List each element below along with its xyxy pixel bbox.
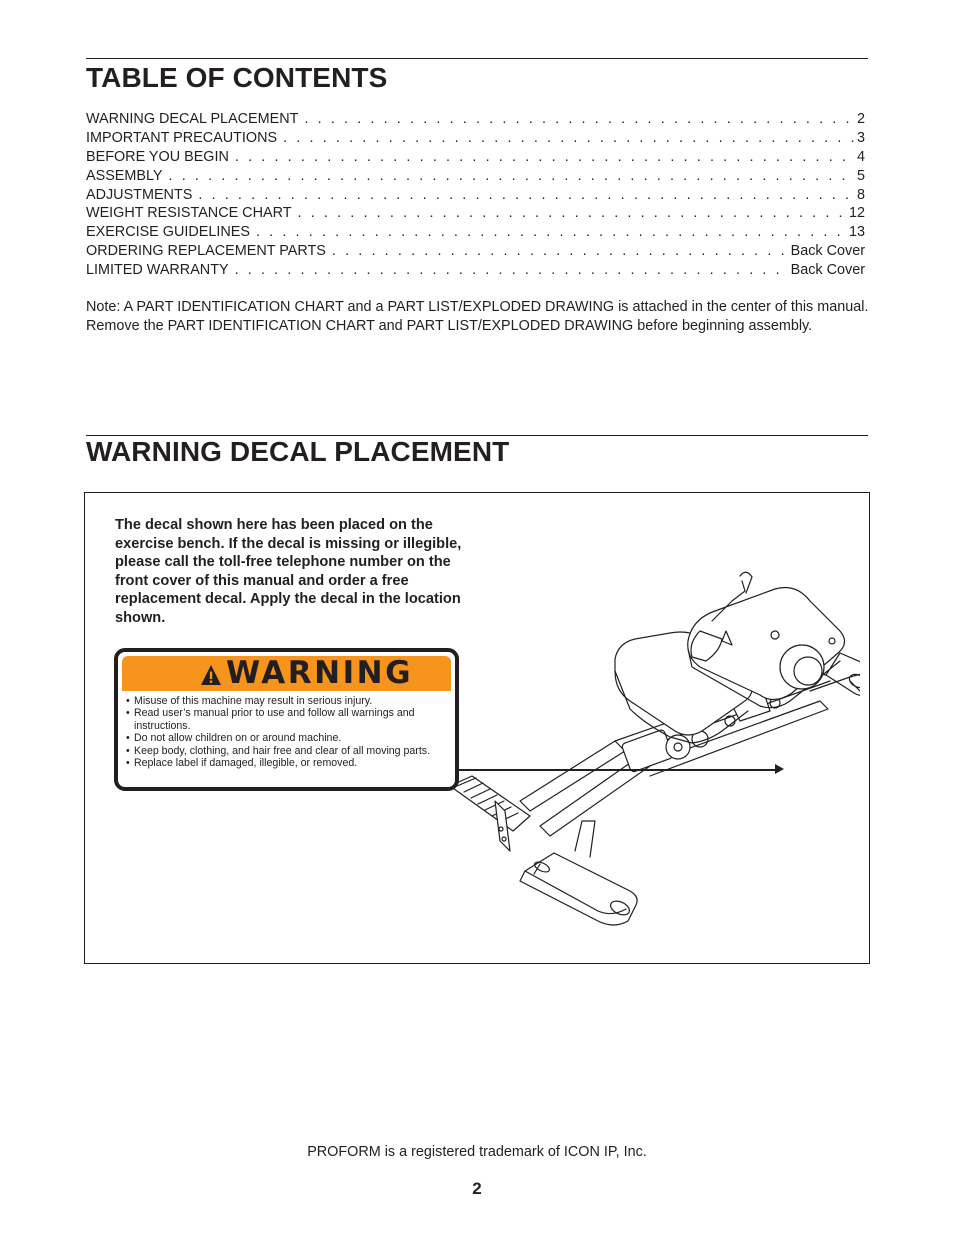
- toc-list: [86, 111, 865, 281]
- toc-entry-title: ASSEMBLY: [86, 167, 163, 184]
- toc-leader-dots: [235, 262, 788, 278]
- toc-entry-page: 3: [856, 129, 865, 146]
- page-number: 2: [472, 1179, 482, 1198]
- toc-entry-page: Back Cover: [790, 262, 865, 279]
- toc-leader-dots: [169, 168, 854, 184]
- warning-bullet: • Misuse of this machine may result in serious injury.: [126, 695, 449, 707]
- warning-decal-title: WARNING: [226, 655, 414, 691]
- toc-entry-title: WARNING DECAL PLACEMENT: [86, 111, 299, 127]
- toc-entry[interactable]: [86, 130, 865, 149]
- toc-entry-page: 8: [856, 186, 865, 203]
- toc-entry-title: BEFORE YOU BEGIN: [86, 148, 229, 165]
- exercise-bench-illustration: [430, 571, 860, 943]
- toc-entry-title: IMPORTANT PRECAUTIONS: [86, 129, 278, 146]
- toc-leader-dots: [332, 243, 788, 259]
- toc-leader-dots: [235, 149, 854, 165]
- warning-bullet: • Keep body, clothing, and hair free and clear of all moving parts.: [126, 745, 449, 757]
- toc-entry-title: LIMITED WARRANTY: [86, 262, 229, 279]
- toc-entry[interactable]: [86, 205, 865, 224]
- toc-entry[interactable]: [86, 262, 865, 281]
- warning-decal: [114, 648, 459, 791]
- warning-triangle-icon: [200, 664, 222, 686]
- toc-leader-dots: [298, 205, 846, 221]
- toc-leader-dots: [283, 130, 854, 146]
- toc-leader-dots: [256, 224, 846, 240]
- toc-entry[interactable]: [86, 187, 865, 206]
- toc-entry-page: 13: [848, 224, 865, 241]
- toc-heading: TABLE OF CONTENTS: [86, 62, 388, 93]
- warning-section-heading: WARNING DECAL PLACEMENT: [86, 436, 510, 467]
- toc-entry-title: EXERCISE GUIDELINES: [86, 224, 250, 241]
- toc-entry[interactable]: [86, 168, 865, 187]
- toc-entry-title: WEIGHT RESISTANCE CHART: [86, 205, 292, 222]
- decal-location-pointer-line: [459, 769, 779, 771]
- warning-bullet: • Do not allow children on or around machine.: [126, 732, 449, 744]
- toc-entry[interactable]: [86, 224, 865, 243]
- toc-entry[interactable]: [86, 149, 865, 168]
- warning-bullet: • Read user’s manual prior to use and follow all warnings and instructions.: [126, 707, 449, 732]
- toc-entry-page: 4: [856, 148, 865, 165]
- toc-entry-page: Back Cover: [790, 243, 865, 260]
- warning-decal-bullets: [126, 695, 449, 769]
- toc-entry-page: 12: [848, 205, 865, 222]
- toc-entry-title: ADJUSTMENTS: [86, 186, 193, 203]
- toc-entry-page: 5: [856, 167, 865, 184]
- warning-decal-header: [122, 656, 451, 691]
- toc-leader-dots: [304, 111, 854, 127]
- toc-entry[interactable]: [86, 243, 865, 262]
- toc-entry-page: 2: [856, 111, 865, 127]
- toc-top-rule: [86, 58, 868, 59]
- toc-entry-title: ORDERING REPLACEMENT PARTS: [86, 243, 326, 260]
- toc-entry[interactable]: [86, 111, 865, 130]
- trademark-notice: PROFORM is a registered trademark of ICON IP, Inc.: [307, 1144, 647, 1160]
- decal-figure-box: [84, 492, 870, 964]
- decal-location-arrowhead: [775, 764, 784, 774]
- warning-bullet: • Replace label if damaged, illegible, or removed.: [126, 757, 449, 769]
- toc-leader-dots: [198, 187, 854, 203]
- decal-instructions: The decal shown here has been placed on the exercise bench. If the decal is missing or illegible, please call the toll-free telephone number on the front cover of this manual and order a free replacement decal. Apply the decal in the location shown.: [115, 517, 462, 626]
- toc-note: Note: A PART IDENTIFICATION CHART and a PART LIST/EXPLODED DRAWING is attached in the center of this manual. Remove the PART IDENTIFICATION CHART and PART LIST/EXPLODED DRAWING before beginning assembly.: [86, 299, 869, 334]
